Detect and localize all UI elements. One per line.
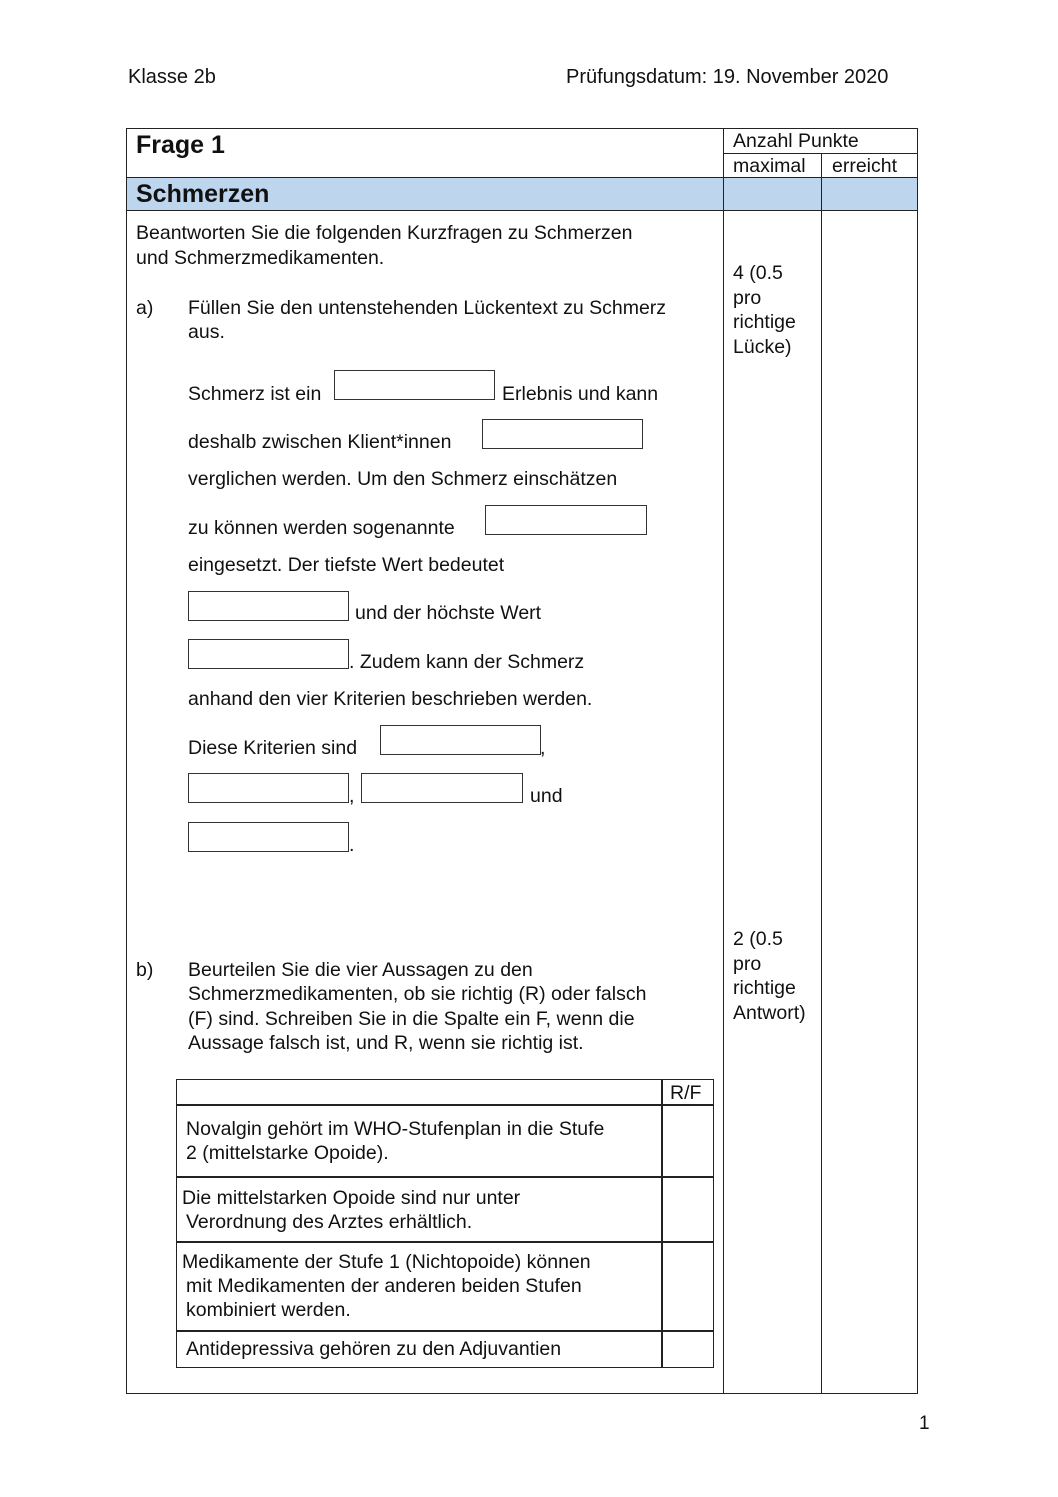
statement-4-line-1: Antidepressiva gehören zu den Adjuvantien bbox=[186, 1338, 562, 1360]
statement-1-line-1: Novalgin gehört im WHO-Stufenplan in die Stufe bbox=[186, 1118, 605, 1140]
page-number: 1 bbox=[919, 1413, 930, 1434]
intro-line-1: Beantworten Sie die folgenden Kurzfragen zu Schmerzen bbox=[136, 222, 633, 244]
cloze-gap-6[interactable] bbox=[380, 725, 541, 755]
cloze-line-2: deshalb zwischen Klient*innen bbox=[188, 431, 452, 453]
cloze-line-3: verglichen werden. Um den Schmerz einschätzen bbox=[188, 468, 618, 490]
cloze-gap-9[interactable] bbox=[188, 822, 349, 852]
cloze-gap-8[interactable] bbox=[361, 773, 523, 803]
part-a-label: a) bbox=[136, 297, 154, 319]
part-a-instruction-2: aus. bbox=[188, 321, 225, 343]
part-a-points-3: richtige bbox=[733, 311, 796, 333]
part-b-instruction-3: (F) sind. Schreiben Sie in die Spalte ein F, wenn die bbox=[188, 1008, 635, 1030]
cloze-und: und bbox=[530, 785, 563, 807]
answer-cell-1[interactable] bbox=[663, 1106, 712, 1175]
part-a-points-1: 4 (0.5 bbox=[733, 262, 783, 284]
cloze-gap-3[interactable] bbox=[485, 505, 647, 535]
part-a-points-2: pro bbox=[733, 287, 762, 309]
statement-3-line-3: kombiniert werden. bbox=[186, 1299, 351, 1321]
intro-line-2: und Schmerzmedikamenten. bbox=[136, 247, 385, 269]
answer-cell-4[interactable] bbox=[663, 1332, 712, 1367]
cloze-line-7: . Zudem kann der Schmerz bbox=[349, 651, 585, 673]
statement-3-line-1: Medikamente der Stufe 1 (Nichtopoide) können bbox=[182, 1251, 591, 1273]
cloze-comma-1: , bbox=[540, 737, 546, 759]
cloze-period: . bbox=[349, 834, 355, 856]
cloze-gap-2[interactable] bbox=[482, 419, 643, 449]
answer-cell-2[interactable] bbox=[663, 1178, 712, 1240]
cloze-gap-4[interactable] bbox=[188, 591, 349, 621]
part-b-label: b) bbox=[136, 959, 154, 981]
cloze-gap-7[interactable] bbox=[188, 773, 349, 803]
cloze-gap-1[interactable] bbox=[334, 370, 495, 400]
part-b-points-2: pro bbox=[733, 953, 762, 975]
topic-title: Schmerzen bbox=[136, 180, 270, 208]
part-b-instruction-2: Schmerzmedikamenten, ob sie richtig (R) oder falsch bbox=[188, 983, 647, 1005]
cloze-line-1a: Schmerz ist ein bbox=[188, 383, 322, 405]
part-b-instruction-1: Beurteilen Sie die vier Aussagen zu den bbox=[188, 959, 533, 981]
points-header: Anzahl Punkte bbox=[733, 130, 859, 152]
statement-2-line-2: Verordnung des Arztes erhältlich. bbox=[186, 1211, 473, 1233]
answer-cell-3[interactable] bbox=[663, 1243, 712, 1329]
statement-2-line-1: Die mittelstarken Opoide sind nur unter bbox=[182, 1187, 521, 1209]
cloze-line-4: zu können werden sogenannte bbox=[188, 517, 455, 539]
part-b-points-1: 2 (0.5 bbox=[733, 928, 783, 950]
part-a-points-4: Lücke) bbox=[733, 336, 792, 358]
statement-1-line-2: 2 (mittelstarke Opoide). bbox=[186, 1142, 389, 1164]
points-max-header: maximal bbox=[733, 155, 806, 177]
cloze-line-6: und der höchste Wert bbox=[355, 602, 542, 624]
question-title: Frage 1 bbox=[136, 131, 225, 159]
statement-3-line-2: mit Medikamenten der anderen beiden Stufen bbox=[186, 1275, 582, 1297]
part-a-instruction-1: Füllen Sie den untenstehenden Lückentext zu Schmerz bbox=[188, 297, 667, 319]
part-b-points-4: Antwort) bbox=[733, 1002, 806, 1024]
cloze-line-1b: Erlebnis und kann bbox=[502, 383, 659, 405]
points-achieved-header: erreicht bbox=[832, 155, 898, 177]
exam-date: Prüfungsdatum: 19. November 2020 bbox=[566, 66, 889, 88]
class-label: Klasse 2b bbox=[128, 66, 216, 88]
cloze-gap-5[interactable] bbox=[188, 639, 349, 669]
cloze-line-8: anhand den vier Kriterien beschrieben werden. bbox=[188, 688, 593, 710]
part-b-instruction-4: Aussage falsch ist, und R, wenn sie richtig ist. bbox=[188, 1032, 584, 1054]
part-b-points-3: richtige bbox=[733, 977, 796, 999]
rf-header: R/F bbox=[670, 1082, 702, 1104]
cloze-line-9: Diese Kriterien sind bbox=[188, 737, 358, 759]
cloze-line-5: eingesetzt. Der tiefste Wert bedeutet bbox=[188, 554, 505, 576]
cloze-comma-2: , bbox=[349, 785, 355, 807]
